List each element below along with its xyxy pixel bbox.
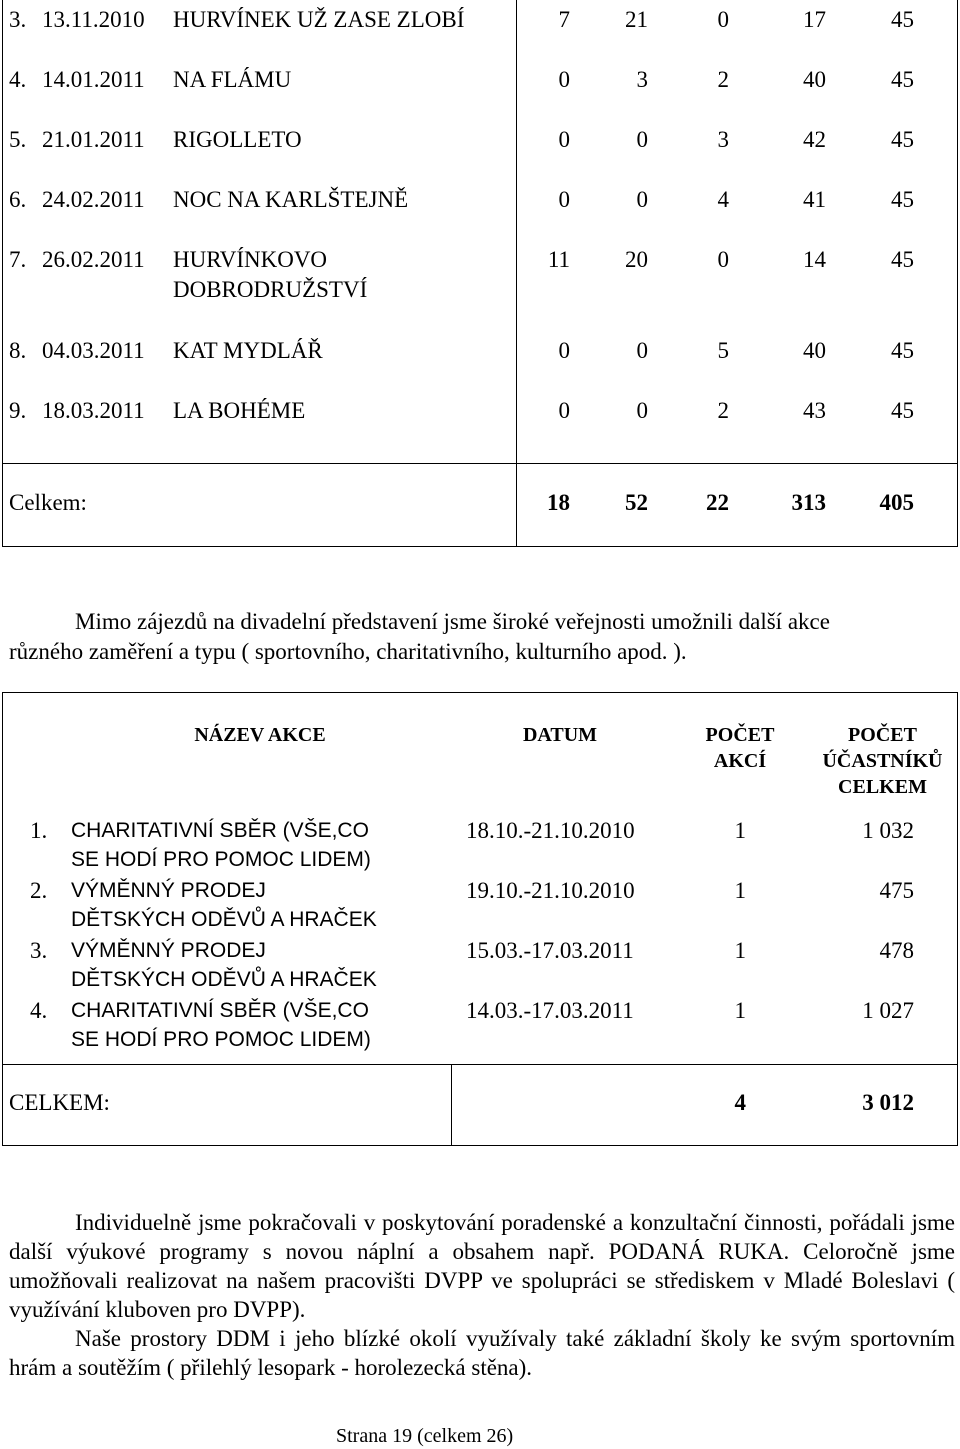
activities-table <box>0 692 960 1148</box>
row-date: 04.03.2011 <box>42 338 145 363</box>
row-value: 0 <box>558 398 570 423</box>
row-date: 18.03.2011 <box>42 398 145 423</box>
row-number: 4. <box>9 67 27 92</box>
row-date: 15.03.-17.03.2011 <box>466 938 634 963</box>
paragraph: Naše prostory DDM i jeho blízké okolí využívaly také základní školy ke svým sportovním hrám a soutěžím ( přilehlý lesopark - horolezecká stěna). <box>9 1326 955 1380</box>
table-rule <box>2 1145 958 1146</box>
row-number: 3. <box>30 938 48 963</box>
row-count: 1 <box>734 878 746 903</box>
row-value: 40 <box>803 67 826 92</box>
row-value: 2 <box>717 67 729 92</box>
table-border-right <box>957 0 958 546</box>
row-value: 45 <box>891 187 914 212</box>
row-date: 24.02.2011 <box>42 187 145 212</box>
total-value: 52 <box>625 490 648 515</box>
row-name: SE HODÍ PRO POMOC LIDEM) <box>71 848 371 871</box>
row-date: 14.01.2011 <box>42 67 145 92</box>
row-value: 40 <box>803 338 826 363</box>
row-value: 0 <box>636 127 648 152</box>
total-label: CELKEM: <box>9 1090 110 1115</box>
row-number: 3. <box>9 7 27 32</box>
row-value: 0 <box>717 7 729 32</box>
row-value: 3 <box>717 127 729 152</box>
row-value: 45 <box>891 67 914 92</box>
row-value: 4 <box>717 187 729 212</box>
row-value: 45 <box>891 7 914 32</box>
row-value: 14 <box>803 247 826 272</box>
row-count: 1 <box>734 998 746 1023</box>
closing-paragraphs <box>9 1208 955 1382</box>
table-border-left <box>2 692 3 1145</box>
row-name: VÝMĚNNÝ PRODEJ <box>71 939 266 962</box>
row-title: HURVÍNEK UŽ ZASE ZLOBÍ <box>173 7 465 32</box>
row-value: 43 <box>803 398 826 423</box>
row-value: 0 <box>636 398 648 423</box>
row-number: 1. <box>30 818 48 843</box>
total-count: 4 <box>734 1090 746 1115</box>
table-border-left <box>2 0 3 546</box>
row-participants: 475 <box>879 878 914 903</box>
row-date: 14.03.-17.03.2011 <box>466 998 634 1023</box>
table-rule <box>2 546 958 547</box>
row-value: 45 <box>891 338 914 363</box>
row-name: DĚTSKÝCH ODĚVŮ A HRAČEK <box>71 968 377 991</box>
row-value: 5 <box>717 338 729 363</box>
paragraph-line: různého zaměření a typu ( sportovního, charitativního, kulturního apod. ). <box>9 639 687 664</box>
row-value: 0 <box>636 338 648 363</box>
row-title: RIGOLLETO <box>173 127 302 152</box>
row-number: 2. <box>30 878 48 903</box>
row-count: 1 <box>734 938 746 963</box>
total-value: 405 <box>879 490 914 515</box>
row-value: 45 <box>891 127 914 152</box>
row-date: 21.01.2011 <box>42 127 145 152</box>
row-number: 6. <box>9 187 27 212</box>
total-participants: 3 012 <box>862 1090 914 1115</box>
row-value: 11 <box>547 247 570 272</box>
row-value: 0 <box>558 338 570 363</box>
row-value: 0 <box>717 247 729 272</box>
table-rule <box>2 463 958 464</box>
table-rule <box>2 1064 958 1065</box>
table-divider <box>516 0 517 546</box>
row-value: 3 <box>636 67 648 92</box>
row-date: 19.10.-21.10.2010 <box>466 878 635 903</box>
row-value: 0 <box>558 187 570 212</box>
row-title: NOC NA KARLŠTEJNĚ <box>173 187 409 212</box>
row-number: 8. <box>9 338 27 363</box>
total-value: 18 <box>547 490 570 515</box>
row-date: 13.11.2010 <box>42 7 145 32</box>
header-participants: ÚČASTNÍKŮ <box>822 750 943 772</box>
row-name: SE HODÍ PRO POMOC LIDEM) <box>71 1028 371 1051</box>
row-title: DOBRODRUŽSTVÍ <box>173 277 368 302</box>
row-participants: 478 <box>879 938 914 963</box>
row-value: 0 <box>558 67 570 92</box>
paragraph-line: Mimo zájezdů na divadelní představení jsme široké veřejnosti umožnili další akce <box>75 609 830 634</box>
row-participants: 1 027 <box>862 998 914 1023</box>
row-count: 1 <box>734 818 746 843</box>
paragraph: Individuelně jsme pokračovali v poskytování poradenské a konzultační činnosti, pořádali jsme další výukové programy s novou náplní a obsahem např. PODANÁ RUKA. Celoročně jsme umožňovali realizovat na našem pracovišti DVPP ve spolupráci se střediskem v Mladé Boleslavi ( využívání kluboven pro DVPP). <box>9 1210 955 1322</box>
total-label: Celkem: <box>9 490 87 515</box>
page-footer: Strana 19 (celkem 26) <box>336 1425 514 1447</box>
header-participants: POČET <box>848 724 917 746</box>
row-value: 17 <box>803 7 826 32</box>
header-date: DATUM <box>522 724 598 746</box>
row-participants: 1 032 <box>862 818 914 843</box>
row-value: 45 <box>891 247 914 272</box>
row-value: 7 <box>558 7 570 32</box>
row-value: 42 <box>803 127 826 152</box>
total-value: 313 <box>791 490 826 515</box>
header-participants: CELKEM <box>838 776 927 798</box>
row-value: 45 <box>891 398 914 423</box>
row-name: CHARITATIVNÍ SBĚR (VŠE,CO <box>71 819 369 842</box>
row-title: HURVÍNKOVO <box>173 247 328 272</box>
header-count: AKCÍ <box>713 750 767 772</box>
row-value: 20 <box>625 247 648 272</box>
row-title: NA FLÁMU <box>173 67 292 92</box>
header-name: NÁZEV AKCE <box>194 724 326 746</box>
row-value: 0 <box>558 127 570 152</box>
row-title: LA BOHÉME <box>173 398 306 423</box>
row-number: 7. <box>9 247 27 272</box>
row-value: 2 <box>717 398 729 423</box>
row-number: 4. <box>30 998 48 1023</box>
row-name: DĚTSKÝCH ODĚVŮ A HRAČEK <box>71 908 377 931</box>
row-value: 0 <box>636 187 648 212</box>
table-rule <box>2 692 958 693</box>
header-count: POČET <box>705 724 775 746</box>
table-divider <box>451 1064 452 1145</box>
row-value: 21 <box>625 7 648 32</box>
total-value: 22 <box>706 490 729 515</box>
row-number: 9. <box>9 398 27 423</box>
row-date: 18.10.-21.10.2010 <box>466 818 635 843</box>
row-title: KAT MYDLÁŘ <box>173 338 323 363</box>
row-value: 41 <box>803 187 826 212</box>
table-border-right <box>957 692 958 1145</box>
row-name: CHARITATIVNÍ SBĚR (VŠE,CO <box>71 999 369 1022</box>
events-table <box>0 0 960 548</box>
row-date: 26.02.2011 <box>42 247 145 272</box>
row-name: VÝMĚNNÝ PRODEJ <box>71 879 266 902</box>
row-number: 5. <box>9 127 27 152</box>
